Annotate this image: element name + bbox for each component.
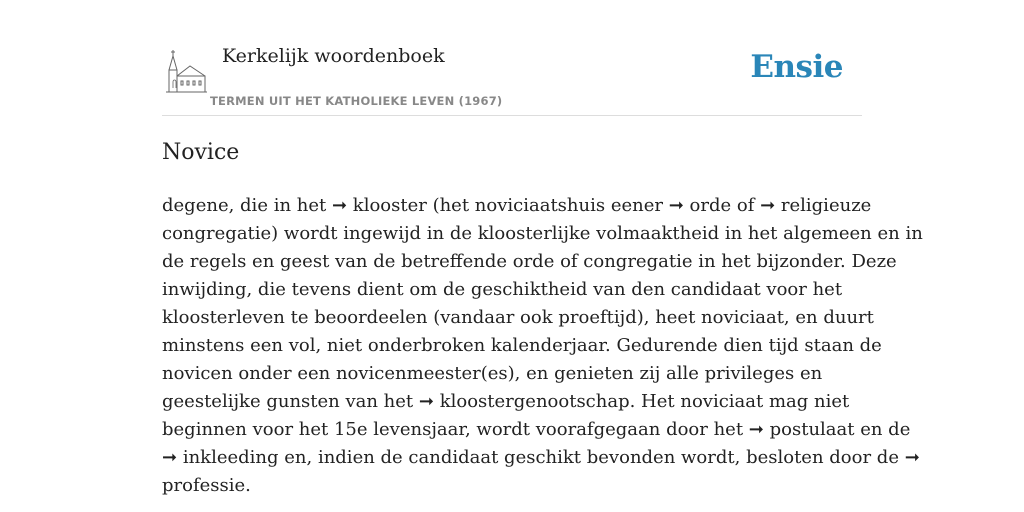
book-title[interactable]: Kerkelijk woordenboek [222,45,445,67]
definition-line: de regels en geest van de betreffende orde of congregatie in het bijzonder. Deze [162,251,897,272]
definition-line: minstens een vol, niet onderbroken kalenderjaar. Gedurende dien tijd staan de [162,335,882,356]
cross-reference-arrow-link[interactable]: ➞ [331,195,348,216]
definition-line: inwijding, die tevens dient om de geschiktheid van den candidaat voor het [162,279,843,300]
entry-definition [162,192,923,500]
site-header [162,0,862,116]
definition-line: professie. [162,475,251,496]
content-container [162,0,923,496]
definition-line: novicen onder een novicenmeester(es), en genieten zij alle privileges en [162,363,823,384]
definition-line: geestelijke gunsten van het ➞ kloostergenootschap. Het noviciaat mag niet [162,391,850,412]
definition-line: kloosterleven te beoordeelen (vandaar ook proeftijd), heet noviciaat, en duurt [162,307,874,328]
cross-reference-arrow-link[interactable]: ➞ [748,419,764,440]
cross-reference-arrow-link[interactable]: ➞ [904,447,920,468]
definition-line: congregatie) wordt ingewijd in de kloosterlijke volmaaktheid in het algemeen en in [162,223,923,244]
definition-line: degene, die in het ➞ klooster (het noviciaatshuis eener ➞ orde of ➞ religieuze [162,195,872,216]
cross-reference-arrow-link[interactable]: ➞ [162,447,178,468]
cross-reference-arrow-link[interactable]: ➞ [760,195,776,216]
entry-title: Novice [162,140,240,165]
ensie-logo-link[interactable]: Ensie [750,49,843,85]
cross-reference-arrow-link[interactable]: ➞ [668,195,684,216]
cross-reference-arrow-link[interactable]: ➞ [418,391,434,412]
definition-line: ➞ inkleeding en, indien de candidaat geschikt bevonden wordt, besloten door de ➞ [162,447,920,468]
definition-line: beginnen voor het 15e levensjaar, wordt voorafgegaan door het ➞ postulaat en de [162,419,911,440]
church-icon[interactable] [164,48,208,94]
book-subtitle: TERMEN UIT HET KATHOLIEKE LEVEN (1967) [210,94,503,108]
